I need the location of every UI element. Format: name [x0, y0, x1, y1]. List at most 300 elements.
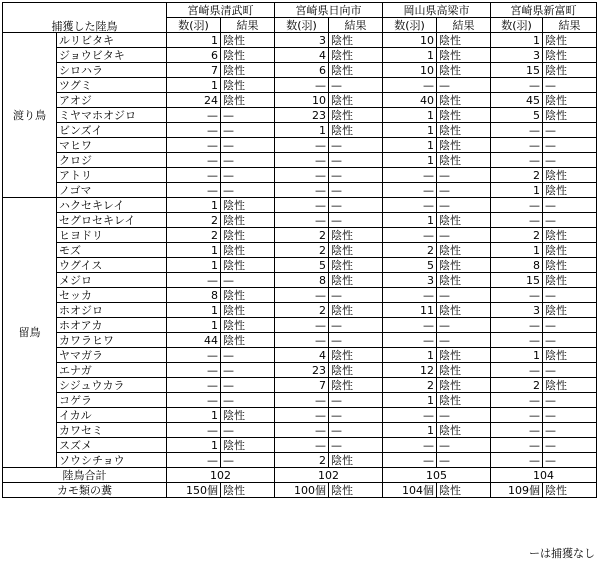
count-cell: 5: [491, 108, 543, 123]
result-cell: —: [543, 123, 597, 138]
result-header: 結果: [329, 18, 383, 33]
result-cell: 陰性: [221, 438, 275, 453]
species-name: ソウシチョウ: [57, 453, 167, 468]
count-cell: 2: [491, 378, 543, 393]
result-cell: —: [543, 393, 597, 408]
count-cell: 2: [275, 228, 329, 243]
species-name: イカル: [57, 408, 167, 423]
result-cell: —: [543, 333, 597, 348]
count-cell: 3: [491, 48, 543, 63]
count-cell: 109個: [491, 483, 543, 498]
count-cell: —: [383, 168, 437, 183]
table-row: [3, 183, 597, 198]
count-cell: —: [383, 438, 437, 453]
table-row: [3, 198, 597, 213]
result-cell: 陰性: [329, 108, 383, 123]
table-row: [3, 348, 597, 363]
count-cell: —: [167, 183, 221, 198]
species-name: シジュウカラ: [57, 378, 167, 393]
count-cell: 1: [383, 138, 437, 153]
count-cell: —: [491, 318, 543, 333]
species-name: ビンズイ: [57, 123, 167, 138]
result-cell: 陰性: [329, 303, 383, 318]
table-row: [3, 153, 597, 168]
species-name: シロハラ: [57, 63, 167, 78]
result-cell: 陰性: [221, 78, 275, 93]
count-cell: 2: [491, 168, 543, 183]
result-cell: —: [221, 168, 275, 183]
count-cell: —: [383, 198, 437, 213]
result-cell: 陰性: [329, 93, 383, 108]
result-cell: —: [329, 168, 383, 183]
result-cell: —: [543, 153, 597, 168]
table-row: [3, 78, 597, 93]
total-value: 104: [491, 468, 597, 483]
count-cell: 1: [383, 213, 437, 228]
count-cell: 5: [383, 258, 437, 273]
result-cell: 陰性: [543, 348, 597, 363]
species-name: ミヤマホオジロ: [57, 108, 167, 123]
count-cell: —: [275, 408, 329, 423]
species-name: ハクセキレイ: [57, 198, 167, 213]
species-name: エナガ: [57, 363, 167, 378]
result-cell: —: [543, 288, 597, 303]
result-cell: 陰性: [543, 63, 597, 78]
count-header: 数(羽): [167, 18, 221, 33]
result-cell: —: [543, 213, 597, 228]
table-row: [3, 393, 597, 408]
result-cell: —: [329, 213, 383, 228]
result-cell: —: [543, 363, 597, 378]
count-cell: 1: [383, 348, 437, 363]
result-cell: —: [221, 423, 275, 438]
result-cell: 陰性: [437, 63, 491, 78]
result-cell: —: [329, 198, 383, 213]
count-cell: 2: [275, 243, 329, 258]
result-cell: —: [437, 78, 491, 93]
group-label: 留鳥: [3, 198, 57, 468]
count-cell: —: [275, 183, 329, 198]
result-cell: —: [221, 378, 275, 393]
result-cell: 陰性: [437, 378, 491, 393]
species-name: アトリ: [57, 168, 167, 183]
table-row: [3, 138, 597, 153]
result-cell: —: [437, 318, 491, 333]
species-name: セッカ: [57, 288, 167, 303]
result-header: 結果: [221, 18, 275, 33]
species-name: ヤマガラ: [57, 348, 167, 363]
result-cell: —: [329, 183, 383, 198]
species-name: ホオジロ: [57, 303, 167, 318]
total-value: 102: [275, 468, 383, 483]
result-cell: 陰性: [543, 108, 597, 123]
result-cell: 陰性: [329, 348, 383, 363]
result-cell: —: [329, 138, 383, 153]
count-cell: —: [275, 153, 329, 168]
table-row: [3, 438, 597, 453]
count-cell: —: [491, 333, 543, 348]
count-cell: 2: [383, 243, 437, 258]
result-cell: —: [329, 408, 383, 423]
result-cell: 陰性: [543, 378, 597, 393]
count-cell: 7: [275, 378, 329, 393]
count-cell: 44: [167, 333, 221, 348]
footnote: ーは捕獲なし: [529, 547, 595, 560]
result-cell: 陰性: [221, 303, 275, 318]
count-header: 数(羽): [491, 18, 543, 33]
count-cell: —: [167, 123, 221, 138]
species-name: ホオアカ: [57, 318, 167, 333]
count-cell: —: [275, 138, 329, 153]
table-row: [3, 123, 597, 138]
count-cell: —: [275, 438, 329, 453]
result-cell: 陰性: [329, 243, 383, 258]
result-cell: —: [437, 198, 491, 213]
count-cell: —: [383, 228, 437, 243]
result-cell: 陰性: [329, 258, 383, 273]
count-cell: 23: [275, 363, 329, 378]
result-cell: 陰性: [437, 123, 491, 138]
result-cell: —: [329, 288, 383, 303]
species-name: アオジ: [57, 93, 167, 108]
count-cell: —: [491, 78, 543, 93]
table-row: [3, 453, 597, 468]
count-cell: —: [167, 423, 221, 438]
result-cell: 陰性: [221, 258, 275, 273]
table-row: [3, 303, 597, 318]
count-cell: —: [167, 453, 221, 468]
result-cell: 陰性: [437, 393, 491, 408]
result-cell: 陰性: [221, 483, 275, 498]
result-cell: 陰性: [329, 228, 383, 243]
count-cell: 1: [167, 78, 221, 93]
result-cell: —: [543, 198, 597, 213]
species-name: スズメ: [57, 438, 167, 453]
count-cell: 2: [275, 453, 329, 468]
count-cell: —: [491, 408, 543, 423]
species-name: コゲラ: [57, 393, 167, 408]
group-label: 渡り鳥: [3, 33, 57, 198]
result-cell: 陰性: [543, 483, 597, 498]
count-cell: 24: [167, 93, 221, 108]
total-label: 陸鳥合計: [3, 468, 167, 483]
species-name: メジロ: [57, 273, 167, 288]
species-name: ツグミ: [57, 78, 167, 93]
table-row: [3, 228, 597, 243]
result-cell: —: [221, 138, 275, 153]
table-row: [3, 363, 597, 378]
count-cell: 5: [275, 258, 329, 273]
corner-header: 捕獲した陸鳥: [3, 3, 167, 33]
count-cell: —: [275, 198, 329, 213]
site-header: 宮崎県新富町: [491, 3, 597, 18]
result-cell: 陰性: [437, 93, 491, 108]
result-cell: 陰性: [221, 198, 275, 213]
result-cell: 陰性: [329, 63, 383, 78]
species-name: ジョウビタキ: [57, 48, 167, 63]
result-cell: 陰性: [221, 333, 275, 348]
result-cell: 陰性: [221, 213, 275, 228]
site-header: 宮崎県清武町: [167, 3, 275, 18]
table-row: [3, 243, 597, 258]
result-cell: 陰性: [437, 483, 491, 498]
count-cell: —: [275, 213, 329, 228]
count-cell: —: [275, 288, 329, 303]
count-cell: 1: [167, 318, 221, 333]
count-cell: —: [167, 348, 221, 363]
table-row: [3, 423, 597, 438]
count-cell: 8: [275, 273, 329, 288]
result-cell: 陰性: [221, 33, 275, 48]
result-cell: 陰性: [437, 273, 491, 288]
count-cell: —: [275, 393, 329, 408]
result-cell: 陰性: [543, 243, 597, 258]
result-header: 結果: [543, 18, 597, 33]
count-cell: —: [383, 183, 437, 198]
count-cell: 1: [383, 153, 437, 168]
result-cell: 陰性: [329, 123, 383, 138]
species-name: ウグイス: [57, 258, 167, 273]
result-cell: 陰性: [543, 183, 597, 198]
count-cell: —: [167, 273, 221, 288]
result-cell: 陰性: [543, 168, 597, 183]
result-cell: 陰性: [543, 33, 597, 48]
result-cell: 陰性: [329, 48, 383, 63]
count-cell: 1: [491, 183, 543, 198]
total-row: [3, 468, 597, 483]
count-cell: 1: [491, 243, 543, 258]
result-cell: 陰性: [221, 408, 275, 423]
count-cell: —: [383, 453, 437, 468]
count-cell: 10: [275, 93, 329, 108]
count-cell: 40: [383, 93, 437, 108]
count-cell: —: [491, 423, 543, 438]
count-cell: 15: [491, 273, 543, 288]
result-cell: —: [437, 288, 491, 303]
count-cell: —: [167, 153, 221, 168]
count-cell: 15: [491, 63, 543, 78]
result-header: 結果: [437, 18, 491, 33]
species-name: カワセミ: [57, 423, 167, 438]
count-cell: —: [491, 288, 543, 303]
total-value: 102: [167, 468, 275, 483]
result-cell: —: [437, 183, 491, 198]
site-header: 岡山県高梁市: [383, 3, 491, 18]
count-cell: 4: [275, 348, 329, 363]
count-cell: 1: [167, 198, 221, 213]
count-cell: 8: [491, 258, 543, 273]
count-cell: 23: [275, 108, 329, 123]
table-row: [3, 318, 597, 333]
count-cell: 1: [167, 33, 221, 48]
count-cell: 1: [383, 123, 437, 138]
count-cell: —: [491, 453, 543, 468]
result-cell: 陰性: [329, 483, 383, 498]
table-row: [3, 273, 597, 288]
count-cell: 1: [167, 438, 221, 453]
result-cell: —: [329, 318, 383, 333]
count-cell: 2: [167, 228, 221, 243]
result-cell: —: [221, 363, 275, 378]
table-row: [3, 378, 597, 393]
species-name: モズ: [57, 243, 167, 258]
count-cell: 104個: [383, 483, 437, 498]
count-cell: —: [491, 138, 543, 153]
result-cell: 陰性: [329, 363, 383, 378]
species-name: クロジ: [57, 153, 167, 168]
result-cell: —: [437, 408, 491, 423]
result-cell: —: [221, 273, 275, 288]
result-cell: —: [329, 78, 383, 93]
count-cell: 4: [275, 48, 329, 63]
table-row: [3, 168, 597, 183]
count-cell: 1: [383, 48, 437, 63]
count-cell: —: [275, 333, 329, 348]
count-cell: 1: [167, 258, 221, 273]
count-cell: —: [167, 138, 221, 153]
result-cell: —: [543, 78, 597, 93]
result-cell: —: [543, 423, 597, 438]
result-cell: —: [221, 153, 275, 168]
count-cell: —: [491, 213, 543, 228]
feces-row: [3, 483, 597, 498]
count-cell: 2: [383, 378, 437, 393]
species-name: ヒヨドリ: [57, 228, 167, 243]
result-cell: 陰性: [543, 303, 597, 318]
result-cell: —: [221, 123, 275, 138]
result-cell: —: [437, 228, 491, 243]
result-cell: —: [437, 168, 491, 183]
count-cell: 1: [383, 108, 437, 123]
result-cell: —: [221, 183, 275, 198]
count-cell: —: [275, 168, 329, 183]
count-cell: 45: [491, 93, 543, 108]
result-cell: 陰性: [437, 348, 491, 363]
count-cell: 7: [167, 63, 221, 78]
count-cell: —: [491, 363, 543, 378]
count-cell: —: [383, 408, 437, 423]
result-cell: 陰性: [221, 318, 275, 333]
count-header: 数(羽): [383, 18, 437, 33]
count-cell: —: [491, 123, 543, 138]
count-cell: —: [491, 438, 543, 453]
count-cell: 1: [491, 348, 543, 363]
count-cell: 1: [383, 393, 437, 408]
result-cell: —: [221, 393, 275, 408]
count-cell: 11: [383, 303, 437, 318]
result-cell: 陰性: [329, 273, 383, 288]
result-cell: —: [221, 348, 275, 363]
result-cell: 陰性: [437, 243, 491, 258]
count-cell: 2: [167, 213, 221, 228]
count-cell: 12: [383, 363, 437, 378]
result-cell: 陰性: [437, 138, 491, 153]
result-cell: —: [221, 453, 275, 468]
result-cell: 陰性: [543, 228, 597, 243]
result-cell: —: [329, 423, 383, 438]
table-row: [3, 213, 597, 228]
table-row: [3, 333, 597, 348]
count-cell: 3: [383, 273, 437, 288]
count-cell: —: [275, 423, 329, 438]
species-name: ノゴマ: [57, 183, 167, 198]
result-cell: 陰性: [221, 228, 275, 243]
table-body: [3, 33, 597, 468]
result-cell: 陰性: [221, 93, 275, 108]
result-cell: 陰性: [437, 153, 491, 168]
count-cell: 10: [383, 33, 437, 48]
count-cell: 1: [167, 408, 221, 423]
count-cell: 10: [383, 63, 437, 78]
table-row: [3, 93, 597, 108]
table-row: [3, 63, 597, 78]
table-row: [3, 48, 597, 63]
table-row: [3, 108, 597, 123]
result-cell: 陰性: [437, 213, 491, 228]
count-cell: 3: [491, 303, 543, 318]
count-cell: —: [383, 333, 437, 348]
result-cell: —: [543, 138, 597, 153]
count-cell: 2: [275, 303, 329, 318]
result-cell: 陰性: [437, 33, 491, 48]
result-cell: 陰性: [543, 93, 597, 108]
count-cell: 150個: [167, 483, 221, 498]
result-cell: 陰性: [437, 258, 491, 273]
survey-table: [2, 2, 597, 498]
count-cell: —: [383, 318, 437, 333]
result-cell: 陰性: [543, 48, 597, 63]
count-cell: —: [167, 168, 221, 183]
species-name: カワラヒワ: [57, 333, 167, 348]
total-value: 105: [383, 468, 491, 483]
count-cell: 1: [167, 303, 221, 318]
result-cell: 陰性: [329, 33, 383, 48]
site-header: 宮崎県日向市: [275, 3, 383, 18]
species-name: セグロセキレイ: [57, 213, 167, 228]
count-cell: 6: [275, 63, 329, 78]
count-cell: 2: [491, 228, 543, 243]
count-cell: —: [167, 378, 221, 393]
count-cell: —: [275, 318, 329, 333]
count-cell: 1: [167, 243, 221, 258]
species-name: ルリビタキ: [57, 33, 167, 48]
result-cell: —: [543, 318, 597, 333]
count-cell: 3: [275, 33, 329, 48]
result-cell: —: [437, 333, 491, 348]
table-row: [3, 33, 597, 48]
result-cell: 陰性: [437, 363, 491, 378]
table-row: [3, 258, 597, 273]
result-cell: 陰性: [437, 423, 491, 438]
count-cell: 6: [167, 48, 221, 63]
result-cell: 陰性: [329, 453, 383, 468]
count-cell: 1: [275, 123, 329, 138]
count-cell: 1: [383, 423, 437, 438]
result-cell: —: [329, 393, 383, 408]
result-cell: 陰性: [543, 273, 597, 288]
species-name: マヒワ: [57, 138, 167, 153]
count-cell: —: [167, 393, 221, 408]
result-cell: 陰性: [221, 288, 275, 303]
result-cell: 陰性: [437, 303, 491, 318]
result-cell: —: [329, 153, 383, 168]
count-cell: 8: [167, 288, 221, 303]
result-cell: —: [437, 453, 491, 468]
count-cell: —: [491, 198, 543, 213]
result-cell: —: [437, 438, 491, 453]
feces-label: カモ類の糞: [3, 483, 167, 498]
count-cell: —: [167, 363, 221, 378]
